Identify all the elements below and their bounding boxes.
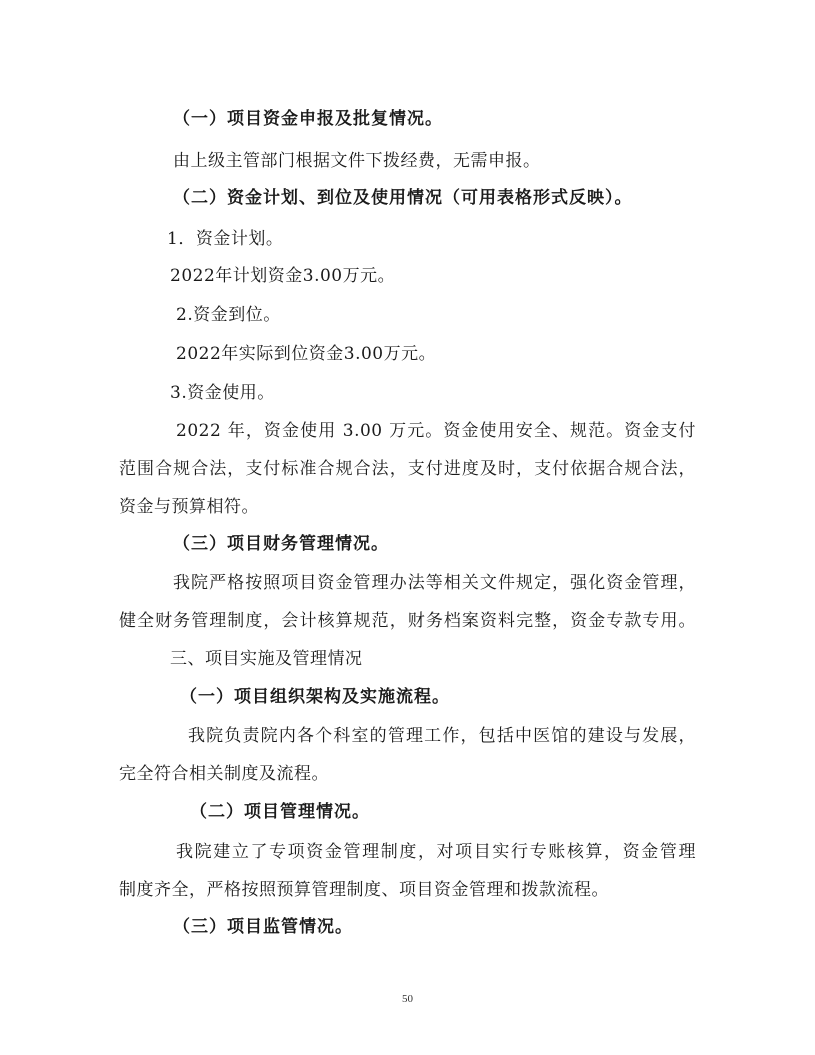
paragraph-arrived-amount: 2022年实际到位资金3.00万元。 xyxy=(176,344,437,364)
heading-funding-plan-usage: （二）资金计划、到位及使用情况（可用表格形式反映）。 xyxy=(173,188,633,208)
paragraph-planned-amount: 2022年计划资金3.00万元。 xyxy=(170,266,396,286)
heading-project-supervision: （三）项目监管情况。 xyxy=(173,917,353,937)
paragraph-organization-line-2: 完全符合相关制度及流程。 xyxy=(119,764,329,784)
page-number: 50 xyxy=(402,993,413,1005)
paragraph-management-line-1: 我院建立了专项资金管理制度，对项目实行专账核算，资金管理 xyxy=(176,842,696,862)
paragraph-organization-line-1: 我院负责院内各个科室的管理工作，包括中医馆的建设与发展， xyxy=(188,726,696,746)
paragraph-usage-line-3: 资金与预算相符。 xyxy=(119,497,259,517)
paragraph-management-line-2: 制度齐全，严格按照预算管理制度、项目资金管理和拨款流程。 xyxy=(119,880,609,900)
paragraph-usage-line-1: 2022 年，资金使用 3.00 万元。资金使用安全、规范。资金支付 xyxy=(176,421,696,441)
paragraph-financial-line-2: 健全财务管理制度，会计核算规范，财务档案资料完整，资金专款专用。 xyxy=(119,611,696,631)
paragraph-usage-line-2: 范围合规合法，支付标准合规合法，支付进度及时，支付依据合规合法， xyxy=(119,459,696,479)
paragraph-funding-source: 由上级主管部门根据文件下拨经费，无需申报。 xyxy=(173,151,541,171)
paragraph-financial-line-1: 我院严格按照项目资金管理办法等相关文件规定，强化资金管理， xyxy=(173,573,696,593)
section-heading-implementation: 三、项目实施及管理情况 xyxy=(170,649,363,669)
heading-organization-structure: （一）项目组织架构及实施流程。 xyxy=(180,687,450,707)
heading-funding-application: （一）项目资金申报及批复情况。 xyxy=(173,109,443,129)
heading-project-management: （二）项目管理情况。 xyxy=(190,802,370,822)
heading-financial-management: （三）项目财务管理情况。 xyxy=(173,534,389,554)
item-funding-plan: 1．资金计划。 xyxy=(167,229,284,249)
item-funding-usage: 3.资金使用。 xyxy=(170,383,275,403)
item-funding-arrival: 2.资金到位。 xyxy=(176,305,281,325)
